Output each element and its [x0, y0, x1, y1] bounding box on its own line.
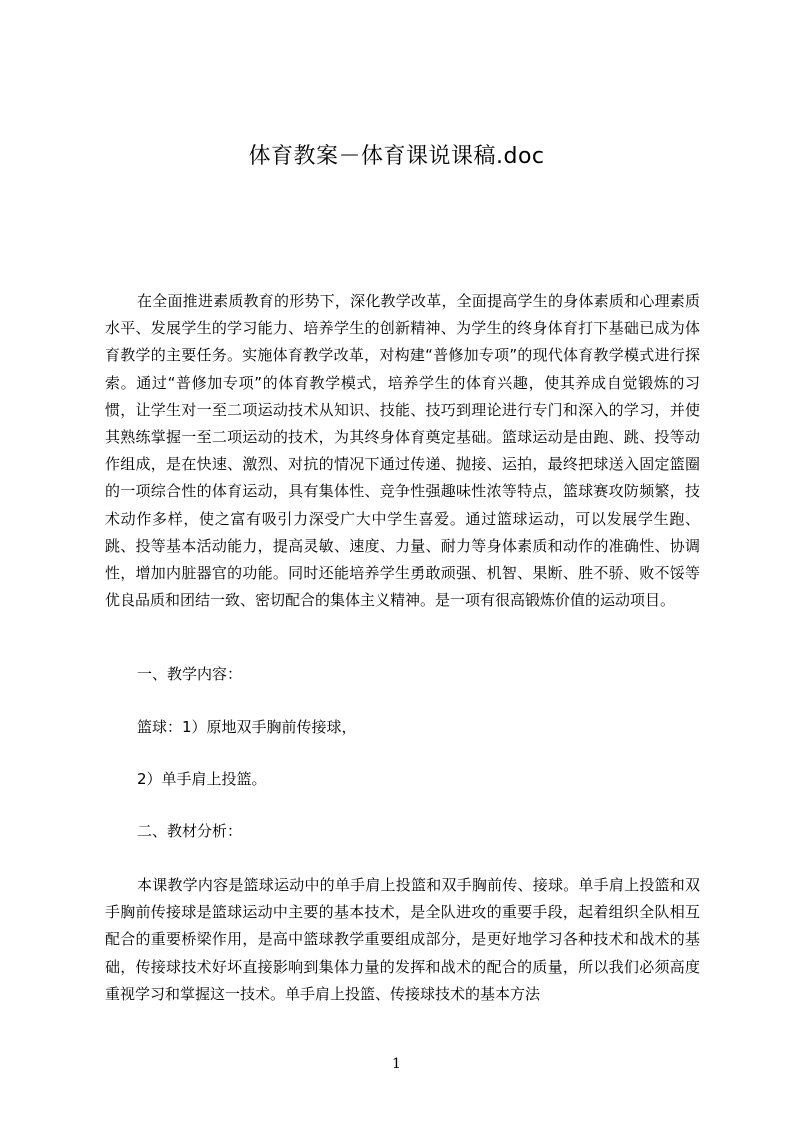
document-title: 体育教案－体育课说课稿.doc [248, 144, 545, 169]
section-heading-material-analysis: 二、教材分析： [137, 822, 243, 840]
page-number: 1 [392, 1056, 401, 1072]
intro-paragraph: 在全面推进素质教育的形势下，深化教学改革，全面提高学生的身体素质和心理素质水平、发展学生的学习能力、培养学生的创新精神、为学生的终身体育打下基础已成为体育教学的主要任务。实施体育教学改革，对构建“普修加专项”的现代体育教学模式进行探索。通过“普修加专项”的体育教学模式，培养学生的体育兴趣，使其养成自觉锻炼的习惯，让学生对一至二项运动技术从知识、技能、技巧到理论进行专门和深入的学习，并使其熟练掌握一至二项运动的技术，为其终身体育奠定基础。篮球运动是由跑、跳、投等动作组成，是在快速、激烈、对抗的情况下通过传递、抛接、运拍，最终把球送入固定篮圈的一项综合性的体育运动，具有集体性、竞争性强趣味性浓等特点，篮球赛攻防频繁，技术动作多样，使之富有吸引力深受广大中学生喜爱。通过篮球运动，可以发展学生跑、跳、投等基本活动能力，提高灵敏、速度、力量、耐力等身体素质和动作的准确性、协调性，增加内脏器官的功能。同时还能培养学生勇敢顽强、机智、果断、胜不骄、败不馁等优良品质和团结一致、密切配合的集体主义精神。是一项有很高锻炼价值的运动项目。 [105, 292, 700, 610]
content-item-shooting: 2）单手肩上投篮。 [137, 770, 267, 788]
section-heading-teaching-content: 一、教学内容： [137, 665, 243, 683]
content-item-passing: 篮球：1）原地双手胸前传接球， [137, 718, 357, 736]
analysis-paragraph: 本课教学内容是篮球运动中的单手肩上投篮和双手胸前传、接球。单手肩上投篮和双手胸前传接球是篮球运动中主要的基本技术，是全队进攻的重要手段，起着组织全队相互配合的重要桥梁作用，是高中篮球教学重要组成部分，是更好地学习各种技术和战术的基础，传接球技术好坏直接影响到集体力量的发挥和战术的配合的质量，所以我们必须高度重视学习和掌握这一技术。单手肩上投篮、传接球技术的基本方法 [105, 876, 700, 1003]
